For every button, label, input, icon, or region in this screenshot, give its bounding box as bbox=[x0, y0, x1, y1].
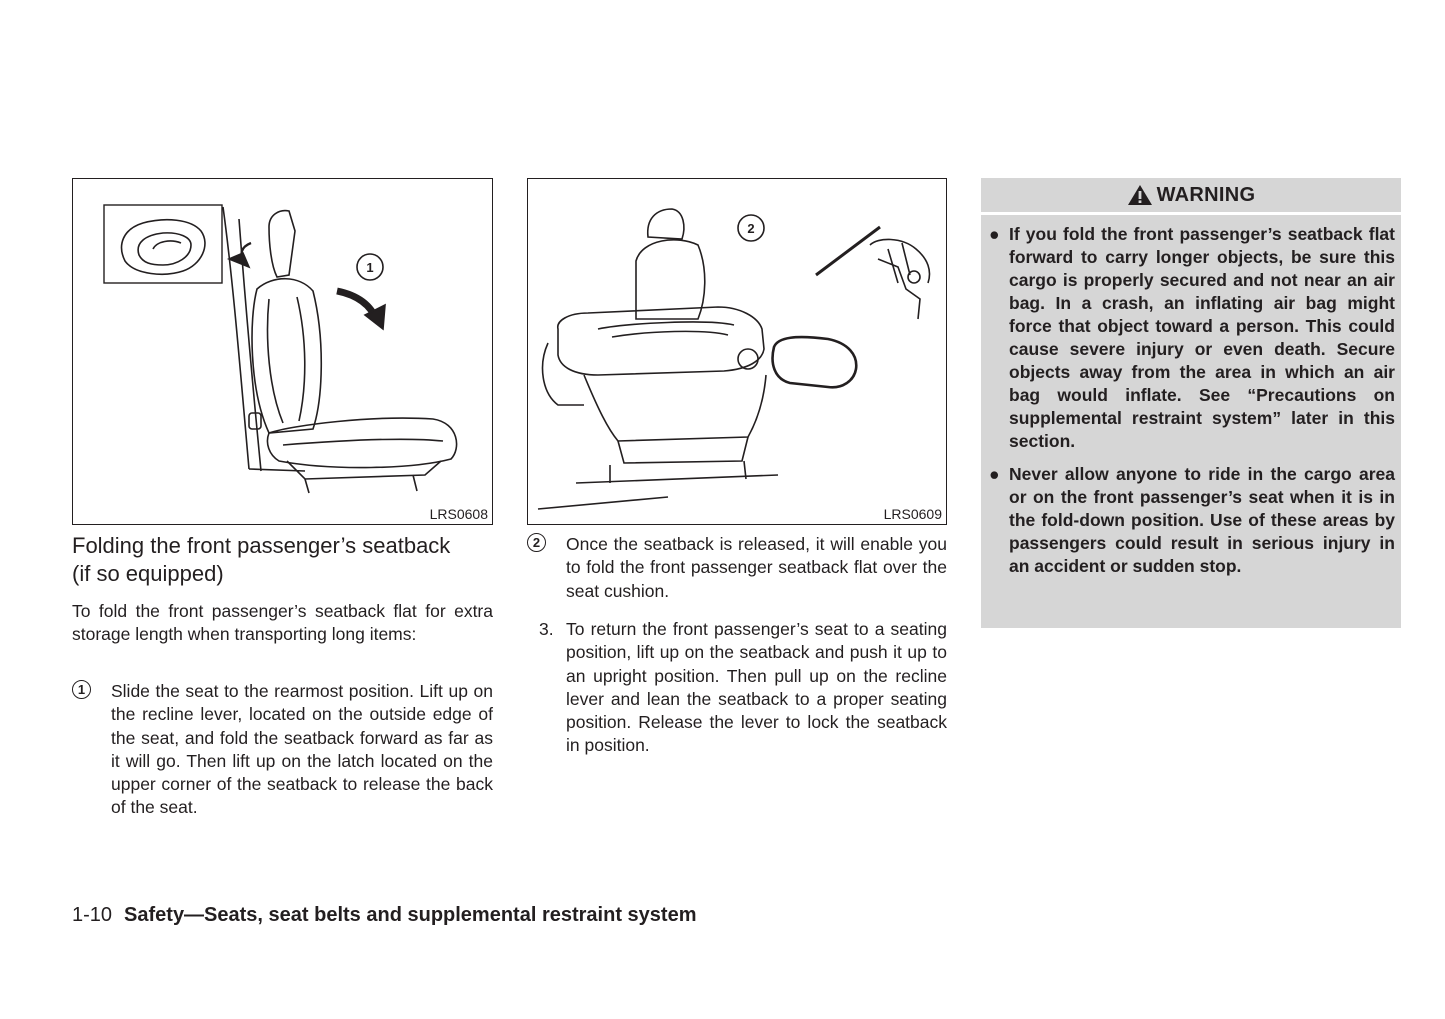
step-2 bbox=[527, 533, 947, 603]
bullet-icon: ● bbox=[989, 464, 1000, 484]
heading-line-1: Folding the front passenger’s seatback bbox=[72, 533, 451, 558]
seat-folding-illustration bbox=[73, 179, 493, 525]
warning-item bbox=[987, 463, 1395, 578]
step-marker: 1 bbox=[72, 680, 91, 699]
intro-paragraph: To fold the front passenger’s seatback flat for extra storage length when transporting long items: bbox=[72, 601, 493, 645]
warning-box bbox=[981, 178, 1401, 628]
heading-line-2: (if so equipped) bbox=[72, 561, 224, 586]
warning-text: If you fold the front passenger’s seatback flat forward to carry longer objects, be sure this cargo is properly secured and not near an air bag. In a crash, an inflating air bag might force that object toward a person. This could cause severe injury or even death. Secure objects away from the area in which an air bag would inflate. See “Precautions on supplemental restraint system” later in this section. bbox=[1009, 224, 1395, 451]
figure-folded-seat bbox=[527, 178, 947, 525]
footer-section-title: Safety—Seats, seat belts and supplemental restraint system bbox=[124, 904, 697, 926]
step-1 bbox=[72, 680, 493, 820]
warning-list bbox=[981, 215, 1401, 578]
svg-text:2: 2 bbox=[747, 221, 755, 236]
warning-triangle-icon bbox=[1127, 184, 1153, 206]
step-text: Once the seatback is released, it will enable you to fold the front passenger seatback flat over the seat cushion. bbox=[566, 534, 947, 601]
warning-header bbox=[981, 178, 1401, 215]
step-marker: 2 bbox=[527, 533, 546, 552]
page-number: 1-10 bbox=[72, 904, 113, 926]
warning-title: WARNING bbox=[1156, 183, 1256, 206]
warning-text: Never allow anyone to ride in the cargo area or on the front passenger’s seat when it is in the fold-down position. Use of these areas by passengers could result in serious injury in an accident or sudden stop. bbox=[1009, 464, 1395, 576]
section-heading bbox=[72, 532, 496, 588]
step-text: To return the front passenger’s seat to a seating position, lift up on the seatback and push it up to an upright position. Then pull up on the recline lever and lean the seatback to a proper seating position. Release the lever to lock the seatback in position. bbox=[566, 619, 947, 756]
step-text: Slide the seat to the rearmost position. Lift up on the recline lever, located on the outside edge of the seat, and fold the seatback forward as far as it will go. Then lift up on the latch located on the upper corner of the seatback to release the back of the seat. bbox=[111, 681, 493, 818]
warning-item bbox=[987, 223, 1395, 453]
step-marker: 3. bbox=[539, 619, 554, 639]
bullet-icon: ● bbox=[989, 224, 1000, 244]
folded-seat-illustration bbox=[528, 179, 947, 525]
figure-fold-seatback bbox=[72, 178, 493, 525]
step-3 bbox=[527, 618, 947, 758]
svg-text:1: 1 bbox=[366, 260, 374, 275]
page-footer bbox=[72, 904, 696, 927]
figure-code: LRS0608 bbox=[429, 506, 488, 522]
figure-code: LRS0609 bbox=[883, 506, 942, 522]
